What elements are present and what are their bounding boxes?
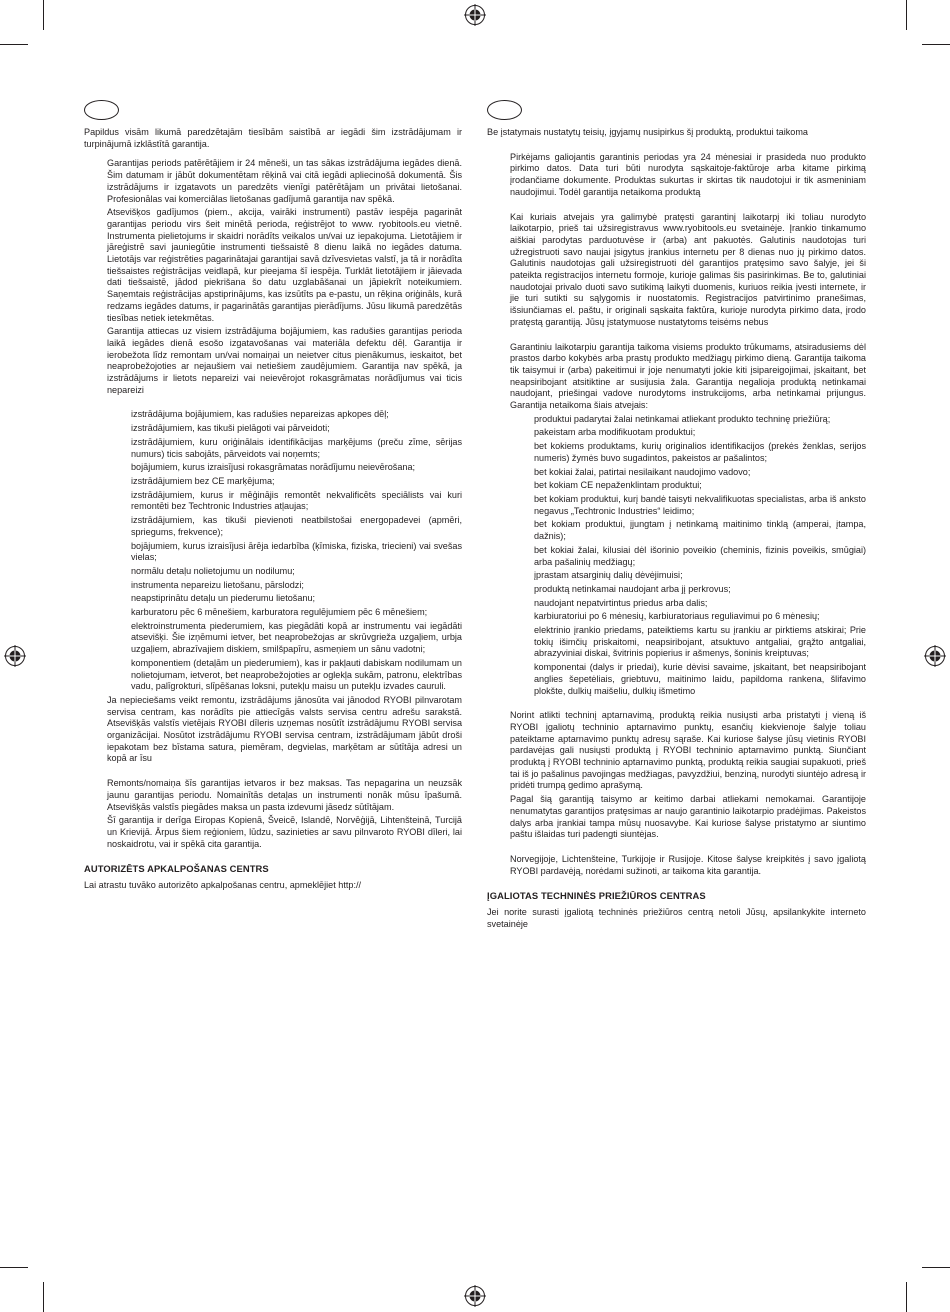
list-item: bet kokiam produktui, kurį bandė taisyti nekvalifikuotas specialistas, arba iš anksto negavus „Techtronic Industries“ leidimo; bbox=[534, 493, 866, 516]
list-item: komponentai (dalys ir priedai), kurie dėvisi savaime, įskaitant, bet neapsiribojant anglies šepetėliais, griebtuvu, maitinimo laidu, papildoma rankena, šlifavimo plokšte, dulkių maišeliu, dulkių išmetimo bbox=[534, 662, 866, 696]
closing-text: Jei norite surasti įgaliotą techninės priežiūros centrą netoli Jūsų, apsilankykite interneto svetainėje bbox=[487, 907, 866, 929]
list-item: instrumenta nepareizu lietošanu, pārslodzi; bbox=[131, 579, 304, 590]
list-item: neapstiprinātu detaļu un piederumu lietošanu; bbox=[131, 593, 316, 604]
paragraph-group bbox=[487, 152, 866, 412]
list-item: bet kokiems produktams, kurių originalios identifikacijos (prekės ženklas, serijos numeris) žymės buvo sugadintos, pakeistos ar pašalintos; bbox=[534, 441, 866, 463]
paragraph: Pirkėjams galiojantis garantinis periodas yra 24 mėnesiai ir prasideda nuo produkto pirkimo datos. Data turi būti nurodyta sąskaitoje-faktūroje arba kitame pirkimą įrodančiame dokumente. Produktas sukurtas ir skirtas tik naudotojui ir tik asmeniniam naudojimui. Todėl garantija netaikoma produktą bbox=[510, 151, 866, 197]
paragraph: Garantija attiecas uz visiem izstrādājuma bojājumiem, kas radušies garantijas perioda laikā iegādes dienā esošo izgatavošanas vai materiāla defektu dēļ. Garantija ir ierobežota līdz remontam un/vai nomaiņai un neietver citus pienākumus, ieskaitot, bet neaprobežojoties ar nejaušiem vai netiešiem zaudējumiem. Garantija nav spēkā, ja izstrādājums ir lietots nepareizi vai neievērojot rokasgrāmatas norādījumus vai ticis nepareizi bbox=[107, 326, 462, 395]
paragraph-group bbox=[84, 158, 462, 396]
list-item: normālu detaļu nolietojumu un nodilumu; bbox=[131, 565, 295, 576]
paragraph: Šī garantija ir derīga Eiropas Kopienā, Šveicē, Islandē, Norvēģijā, Lihtenšteinā, Turcijā un Krievijā. Ārpus šiem reģioniem, lūdzu, sazinieties ar savu pilnvaroto RYOBI dīleri, lai noskaidrotu, vai ir spēkā cita garantija. bbox=[107, 815, 462, 849]
list-item: naudojant nepatvirtintus priedus arba dalis; bbox=[534, 597, 708, 608]
paragraph: Garantijas periods patērētājiem ir 24 mēneši, un tas sākas izstrādājuma iegādes dienā. Šim datumam ir jābūt dokumentētam rēķinā vai citā iegādi apliecinošā dokumentā. Šis izstrādājums ir izgatavots un paredzēts vienīgi patērētājam un privātai lietošanai. Profesionālas vai komerciālas lietošanas gadījumā garantija nav spēkā. bbox=[107, 158, 462, 204]
list-item: komponentiem (detaļām un piederumiem), kas ir pakļauti dabiskam nodilumam un nolietojumam, ietverot, bet neaprobežojoties ar oglekļa sukām, patronu, elektrības vadu, palīgrokturi, slīpēšanas loksni, putekļu maisu un putekļu izvades cauruli. bbox=[131, 657, 462, 692]
registration-mark-icon bbox=[464, 4, 486, 26]
list-item: karburatoru pēc 6 mēnešiem, karburatora regulējumiem pēc 6 mēnešiem; bbox=[131, 607, 428, 618]
crop-mark bbox=[906, 0, 907, 30]
list-item: izstrādājumiem, kas tikuši pielāgoti vai pārveidoti; bbox=[131, 423, 330, 434]
paragraph: Norvegijoje, Lichtenšteine, Turkijoje ir Rusijoje. Kitose šalyse kreipkitės į savo įgaliotą RYOBI pardavėją, norėdami sužinoti, ar taikoma kita garantija. bbox=[510, 853, 866, 876]
crop-mark bbox=[0, 1267, 28, 1268]
list-item: produktą netinkamai naudojant arba jį perkrovus; bbox=[534, 583, 731, 594]
list-item: bet kokiam CE nepaženklintam produktui; bbox=[534, 480, 702, 491]
paragraph: Kai kuriais atvejais yra galimybė pratęsti garantinį laikotarpį iki toliau nurodyto laikotarpio, prieš tai užsiregistravus www.ryobitools.eu svetainėje. Įrankio tinkamumo aiškiai parodytas parduotuvėse ir (arba) ant pakuotės. Galutinis naudotojas turi užregistruoti savo naujai įsigytus įrankius internetu per 8 dienas nuo jų pirkimo datos. Galutinis naudotojas gali užsiregistruoti dėl garantijos pratęsimo savo šalyje, jei ši pateikta registracijos internetu formoje, kurioje galimas šis pasirinkimas. Be to, galutiniai naudotojai privalo duoti savo sutikimą laikyti duomenis, kuriuos reikia įvesti internete, ir jie turi sutikti su sąlygomis ir nuostatomis. Registracijos patvirtinimo pranešimas, išsiunčiamas el. paštu, ir originali sąskaita faktūra, kurioje nurodyta pirkimo data, įrodo pratęstą garantiją. Jūsų įstatymuose nustatytoms teisėms nebus bbox=[510, 211, 866, 327]
list-item: elektrinio įrankio priedams, pateiktiems kartu su įrankiu ar pirktiems atskirai; Prie tokių išimčių priskaitomi, neapsiribojant, atsuktuvo antgaliai, grąžto antgaliai, abrazyviniai diskai, švitrinis popierius ir ašmenys, šoninis kreiptuvas; bbox=[534, 625, 866, 659]
left-column bbox=[84, 100, 462, 894]
list-item: bojājumiem, kurus izraisījusi ārēja iedarbība (ķīmiska, fiziska, triecieni) vai svešas vielas; bbox=[131, 540, 462, 563]
language-badge bbox=[487, 100, 522, 120]
list-item: bet kokiai žalai, kilusiai dėl išorinio poveikio (cheminis, fizinis poveikis, smūgiai) arba pašalinių medžiagų; bbox=[534, 544, 866, 567]
list-item: bet kokiai žalai, patirtai nesilaikant naudojimo vadovo; bbox=[534, 466, 751, 477]
intro-text: Be įstatymais nustatytų teisių, įgyjamų nusipirkus šį produktą, produktui taikoma bbox=[487, 127, 808, 137]
crop-mark bbox=[0, 44, 28, 45]
crop-mark bbox=[43, 0, 44, 30]
list-item: izstrādājumiem bez CE marķējuma; bbox=[131, 475, 275, 486]
language-badge bbox=[84, 100, 119, 120]
paragraph: Remonts/nomaiņa šīs garantijas ietvaros ir bez maksas. Tas nepagarina un neuzsāk jaunu garantijas periodu. Nomainītās detaļas un instrumenti nonāk mūsu īpašumā. Atsevišķās valstīs piegādes maksa un pasta izdevumi jāsedz sūtītājam. bbox=[107, 778, 462, 812]
list-item: izstrādājumiem, kuru oriģinālais identifikācijas marķējums (preču zīme, sērijas numurs) ticis sabojāts, pārveidots vai noņemts; bbox=[131, 436, 462, 459]
list-item: bojājumiem, kurus izraisījusi rokasgrāmatas norādījumu neievērošana; bbox=[131, 462, 416, 473]
crop-mark bbox=[922, 1267, 950, 1268]
list-item: izstrādājumiem, kas tikuši pievienoti neatbilstošai energopadevei (apmēri, spriegums, frekvence); bbox=[131, 515, 462, 537]
list-item: izstrādājumiem, kurus ir mēģinājis remontēt nekvalificēts speciālists vai kuri remontēti bez Techtronic Industries atļaujas; bbox=[131, 489, 462, 512]
list-item: izstrādājuma bojājumiem, kas radušies nepareizas apkopes dēļ; bbox=[131, 409, 389, 420]
exclusion-list bbox=[487, 414, 866, 697]
list-item: elektroinstrumenta piederumiem, kas piegādāti kopā ar instrumentu vai iegādāti atsevišķi. Šie izņēmumi ietver, bet neaprobežojas ar skrūvgrieža uzgaļiem, urbja uzgaļiem, abrazīvajiem diskiem, smilšpapīru, asmeņiem un sānu vadotni; bbox=[131, 620, 462, 655]
crop-mark bbox=[922, 44, 950, 45]
list-item: produktui padarytai žalai netinkamai atliekant produkto techninę priežiūrą; bbox=[534, 413, 831, 424]
registration-mark-icon bbox=[4, 645, 26, 667]
right-column bbox=[487, 100, 866, 932]
closing-text: Lai atrastu tuvāko autorizēto apkalpošanas centru, apmeklējiet http:// bbox=[84, 880, 362, 891]
list-item: karbiuratoriui po 6 mėnesių, karbiuratoriaus reguliavimui po 6 mėnesių; bbox=[534, 611, 820, 622]
paragraph: Atsevišķos gadījumos (piem., akcija, vairāki instrumenti) pastāv iespēja pagarināt garantijas periodu virs šeit minētā perioda, reģistrējot to www. ryobitools.eu vietnē. Instrumenta pielietojums ir skaidri norādīts veikalos un/vai uz iepakojuma. Lietotājiem ir jāreģistrē savi jauniegūtie instrumenti tiešsaistē 8 dienu laikā no iegādes datuma. Lietotājs var reģistrēties pagarinātajai garantijai savā dzīvesvietas valstī, ja tā ir norādīta tiešsaistes reģistrācijas veidlapā, kur pieejama šī iespēja. Turklāt lietotājiem ir jāievada dati tiešsaistē, jādod piekrišana šo datu uzglabāšanai un jāpiekrīt noteikumiem. Saņemtais reģistrācijas apstiprinājums, kas izsūtīts pa e-pastu, un rēķina oriģināls, kurā redzams iegādes datums, ir pagarinātās garantijas pierādījums. Jūsu likumā paredzētās tiesības netiek ietekmētas. bbox=[107, 207, 462, 323]
paragraph: Pagal šią garantiją taisymo ar keitimo darbai atliekami nemokamai. Garantijoje nenumatytas garantijos pratęsimas ar naujo garantinio laikotarpio pradėjimas. Pakeistos dalys arba įrankiai tampa mūsų nuosavybe. Kai kuriose šalyse pristatymo ar siuntimo paštu išlaidas turi padengti siuntėjas. bbox=[510, 794, 866, 840]
list-item: bet kokiam produktui, įjungtam į netinkamą maitinimo tinklą (amperai, įtampa, dažnis); bbox=[534, 519, 866, 542]
list-item: įprastam atsarginių dalių dėvėjimuisi; bbox=[534, 570, 683, 581]
crop-mark bbox=[43, 1282, 44, 1312]
list-item: pakeistam arba modifikuotam produktui; bbox=[534, 427, 696, 438]
section-heading: AUTORIZĒTS APKALPOŠANAS CENTRS bbox=[84, 863, 269, 875]
registration-mark-icon bbox=[924, 645, 946, 667]
registration-mark-icon bbox=[464, 1285, 486, 1307]
section-heading: ĮGALIOTAS TECHNINĖS PRIEŽIŪROS CENTRAS bbox=[487, 890, 706, 902]
paragraph: Garantiniu laikotarpiu garantija taikoma visiems produkto trūkumams, atsiradusiems dėl prastos darbo kokybės arba prastų produkto medžiagų pirkimo dieną. Garantija taikoma tik taisymui ir (arba) pakeitimui ir joje nenumatyti jokie kiti įsipareigojimai, įskaitant, bet neapsiribojant atsitiktine ar susijusia žala. Garantija negalioja produktą netinkamai naudojant, priešingai vadove nurodytoms instrukcijoms, arba netinkamai prijungus. Garantija netaikoma šiais atvejais: bbox=[510, 341, 866, 411]
paragraph: Ja nepieciešams veikt remontu, izstrādājums jānosūta vai jānodod RYOBI pilnvarotam servisa centram, kas norādīts pie attiecīgās valsts servisa centru adrešu sarakstā. Atsevišķās valstīs vietējais RYOBI dīleris uzņemas nosūtīt izstrādājumu RYOBI servisa organizācijai. Nosūtot izstrādājumu RYOBI servisa centram, izstrādājumam jābūt droši iepakotam bez bīstama satura, piemēram, degvielas, marķētam ar sūtītāja adresi un kopā ar īsu bbox=[107, 694, 462, 764]
paragraph-group bbox=[84, 695, 462, 850]
intro-text: Papildus visām likumā paredzētajām tiesībām saistībā ar iegādi šim izstrādājumam ir turpinājumā izklāstītā garantija. bbox=[84, 127, 462, 149]
paragraph: Norint atlikti techninį aptarnavimą, produktą reikia nusiųsti arba pristatyti į vieną iš RYOBI įgaliotų techninio aptarnavimo punktų, esančių kiekvienoje šalyje toliau pateiktame aptarnavimo punktų adresų sąraše. Kai kuriose šalyse jūsų vietinis RYOBI pardavėjas gali nusiųsti produktą į RYOBI techninio aptarnavimo punktą. Siunčiant produktą į RYOBI techninio aptarnavimo punktą, produktą reikia saugiai supakuoti, prieš tai iš jo pašalinus pavojingas medžiagas, pavyzdžiui, benziną, nurodyti siuntėjo adresą ir pridėti trumpą gedimo aprašymą. bbox=[510, 710, 866, 791]
paragraph-group bbox=[487, 710, 866, 877]
exclusion-list bbox=[84, 409, 462, 692]
crop-mark bbox=[906, 1282, 907, 1312]
